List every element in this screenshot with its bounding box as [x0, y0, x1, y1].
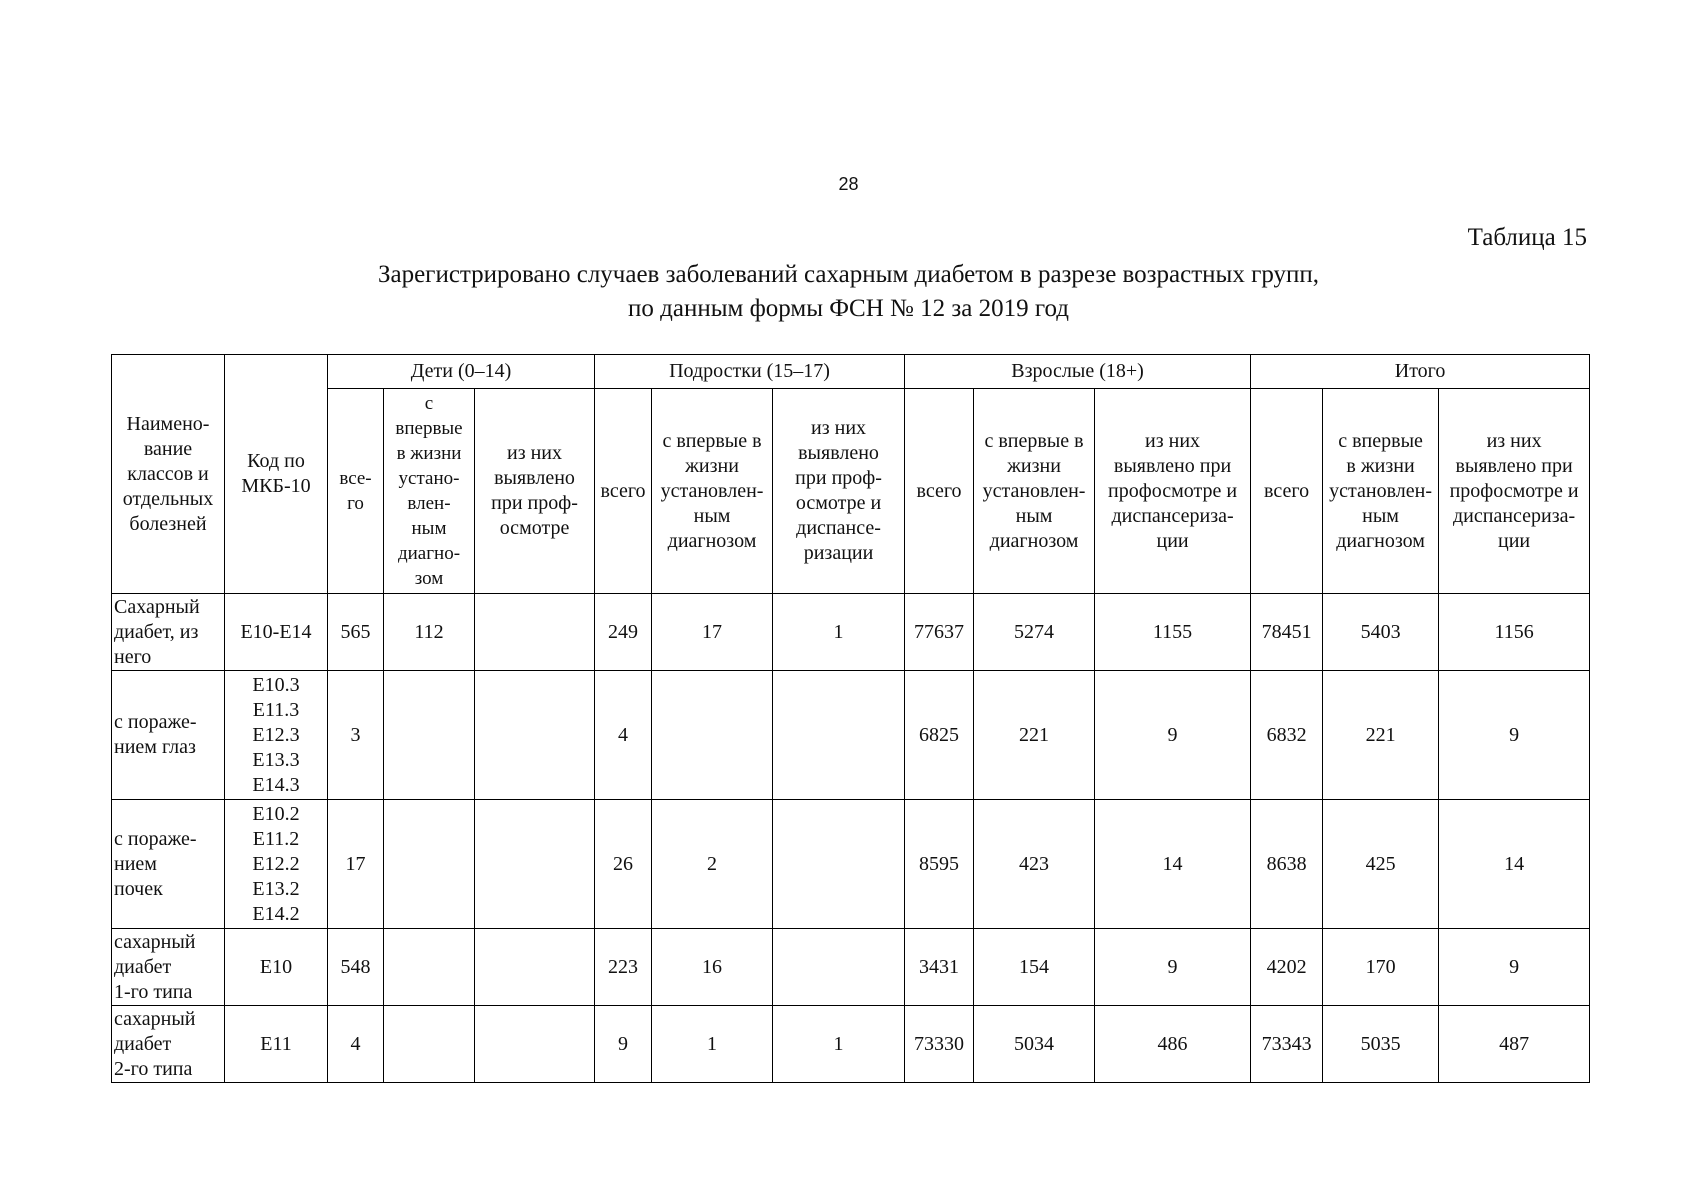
subheader-total-new: с впервые в жизни установлен- ным диагнозом — [1323, 389, 1439, 594]
table-cell: 78451 — [1251, 594, 1323, 671]
table-cell: 9 — [1095, 929, 1251, 1006]
table-cell: 17 — [328, 800, 384, 929]
table-cell: 425 — [1323, 800, 1439, 929]
table-cell: 487 — [1439, 1006, 1590, 1083]
row-icd-code: E10-E14 — [225, 594, 328, 671]
table-cell — [384, 671, 475, 800]
table-row — [112, 671, 1590, 800]
column-header-code: Код по МКБ-10 — [225, 355, 328, 594]
group-header-children: Дети (0–14) — [328, 355, 595, 389]
table-cell: 170 — [1323, 929, 1439, 1006]
table-cell: 154 — [974, 929, 1095, 1006]
table-cell: 1 — [773, 1006, 905, 1083]
table-row — [112, 800, 1590, 929]
row-disease-name: Сахарный диабет, из него — [112, 594, 225, 671]
table-cell: 6825 — [905, 671, 974, 800]
subheader-adults-new: с впервые в жизни установлен- ным диагнозом — [974, 389, 1095, 594]
table-cell — [773, 671, 905, 800]
subheader-children-checkup: из них выявлено при проф- осмотре — [475, 389, 595, 594]
table-cell: 1155 — [1095, 594, 1251, 671]
row-disease-name: сахарный диабет 1-го типа — [112, 929, 225, 1006]
group-header-adults: Взрослые (18+) — [905, 355, 1251, 389]
header-row-groups — [112, 355, 1590, 389]
table-cell: 1156 — [1439, 594, 1590, 671]
table-cell: 5034 — [974, 1006, 1095, 1083]
table-title — [0, 258, 1697, 326]
table-cell: 73330 — [905, 1006, 974, 1083]
page-number: 28 — [838, 174, 859, 194]
diabetes-statistics-table — [111, 354, 1590, 1083]
row-disease-name: с пораже- нием почек — [112, 800, 225, 929]
column-header-name: Наимено- вание классов и отдельных болезней — [112, 355, 225, 594]
table-cell: 8638 — [1251, 800, 1323, 929]
group-header-total: Итого — [1251, 355, 1590, 389]
table-row — [112, 594, 1590, 671]
subheader-teens-checkup: из них выявлено при проф- осмотре и диспансе- ризации — [773, 389, 905, 594]
table-cell — [475, 671, 595, 800]
table-cell: 14 — [1095, 800, 1251, 929]
subheader-total-total: всего — [1251, 389, 1323, 594]
table-cell: 249 — [595, 594, 652, 671]
row-icd-code: E11 — [225, 1006, 328, 1083]
subheader-children-total: все- го — [328, 389, 384, 594]
table-cell — [475, 929, 595, 1006]
group-header-teens: Подростки (15–17) — [595, 355, 905, 389]
table-cell: 3 — [328, 671, 384, 800]
table-cell: 77637 — [905, 594, 974, 671]
table-body — [112, 594, 1590, 1083]
table-cell: 8595 — [905, 800, 974, 929]
table-cell: 221 — [1323, 671, 1439, 800]
table-cell: 4202 — [1251, 929, 1323, 1006]
table-row — [112, 1006, 1590, 1083]
subheader-children-new: с впервые в жизни устано- влен- ным диагно- зом — [384, 389, 475, 594]
table-title-line: по данным формы ФСН № 12 за 2019 год — [628, 295, 1069, 322]
table-cell: 486 — [1095, 1006, 1251, 1083]
table-cell: 14 — [1439, 800, 1590, 929]
table-cell — [384, 929, 475, 1006]
table-cell: 26 — [595, 800, 652, 929]
row-disease-name: сахарный диабет 2-го типа — [112, 1006, 225, 1083]
table-cell — [384, 800, 475, 929]
table-cell — [475, 800, 595, 929]
row-disease-name: с пораже- нием глаз — [112, 671, 225, 800]
table-cell: 4 — [595, 671, 652, 800]
table-cell — [475, 1006, 595, 1083]
table-cell: 6832 — [1251, 671, 1323, 800]
table-cell — [384, 1006, 475, 1083]
subheader-teens-total: всего — [595, 389, 652, 594]
table-cell: 73343 — [1251, 1006, 1323, 1083]
table-cell: 223 — [595, 929, 652, 1006]
table-cell: 3431 — [905, 929, 974, 1006]
table-cell: 4 — [328, 1006, 384, 1083]
table-cell: 9 — [1095, 671, 1251, 800]
table-cell: 1 — [773, 594, 905, 671]
table-cell: 112 — [384, 594, 475, 671]
table-cell — [773, 929, 905, 1006]
table-cell: 565 — [328, 594, 384, 671]
table-cell: 1 — [652, 1006, 773, 1083]
table-cell: 9 — [1439, 929, 1590, 1006]
row-icd-code: E10 — [225, 929, 328, 1006]
row-icd-code: E10.3 E11.3 E12.3 E13.3 E14.3 — [225, 671, 328, 800]
table-cell — [475, 594, 595, 671]
table-cell — [652, 671, 773, 800]
row-icd-code: E10.2 E11.2 E12.2 E13.2 E14.2 — [225, 800, 328, 929]
table-cell: 548 — [328, 929, 384, 1006]
subheader-adults-checkup: из них выявлено при профосмотре и диспансериза- ции — [1095, 389, 1251, 594]
header-row-subcolumns — [112, 389, 1590, 594]
table-cell: 9 — [595, 1006, 652, 1083]
table-cell: 9 — [1439, 671, 1590, 800]
table-cell: 5274 — [974, 594, 1095, 671]
table-cell: 423 — [974, 800, 1095, 929]
table-label: Таблица 15 — [1467, 224, 1587, 251]
table-cell: 2 — [652, 800, 773, 929]
table-title-line: Зарегистрировано случаев заболеваний сахарным диабетом в разрезе возрастных групп, — [377, 261, 1320, 288]
subheader-teens-new: с впервые в жизни установлен- ным диагнозом — [652, 389, 773, 594]
table-cell — [773, 800, 905, 929]
table-row — [112, 929, 1590, 1006]
table-cell: 5035 — [1323, 1006, 1439, 1083]
table-cell: 221 — [974, 671, 1095, 800]
table-cell: 5403 — [1323, 594, 1439, 671]
table-cell: 16 — [652, 929, 773, 1006]
subheader-adults-total: всего — [905, 389, 974, 594]
table-cell: 17 — [652, 594, 773, 671]
subheader-total-checkup: из них выявлено при профосмотре и диспансериза- ции — [1439, 389, 1590, 594]
